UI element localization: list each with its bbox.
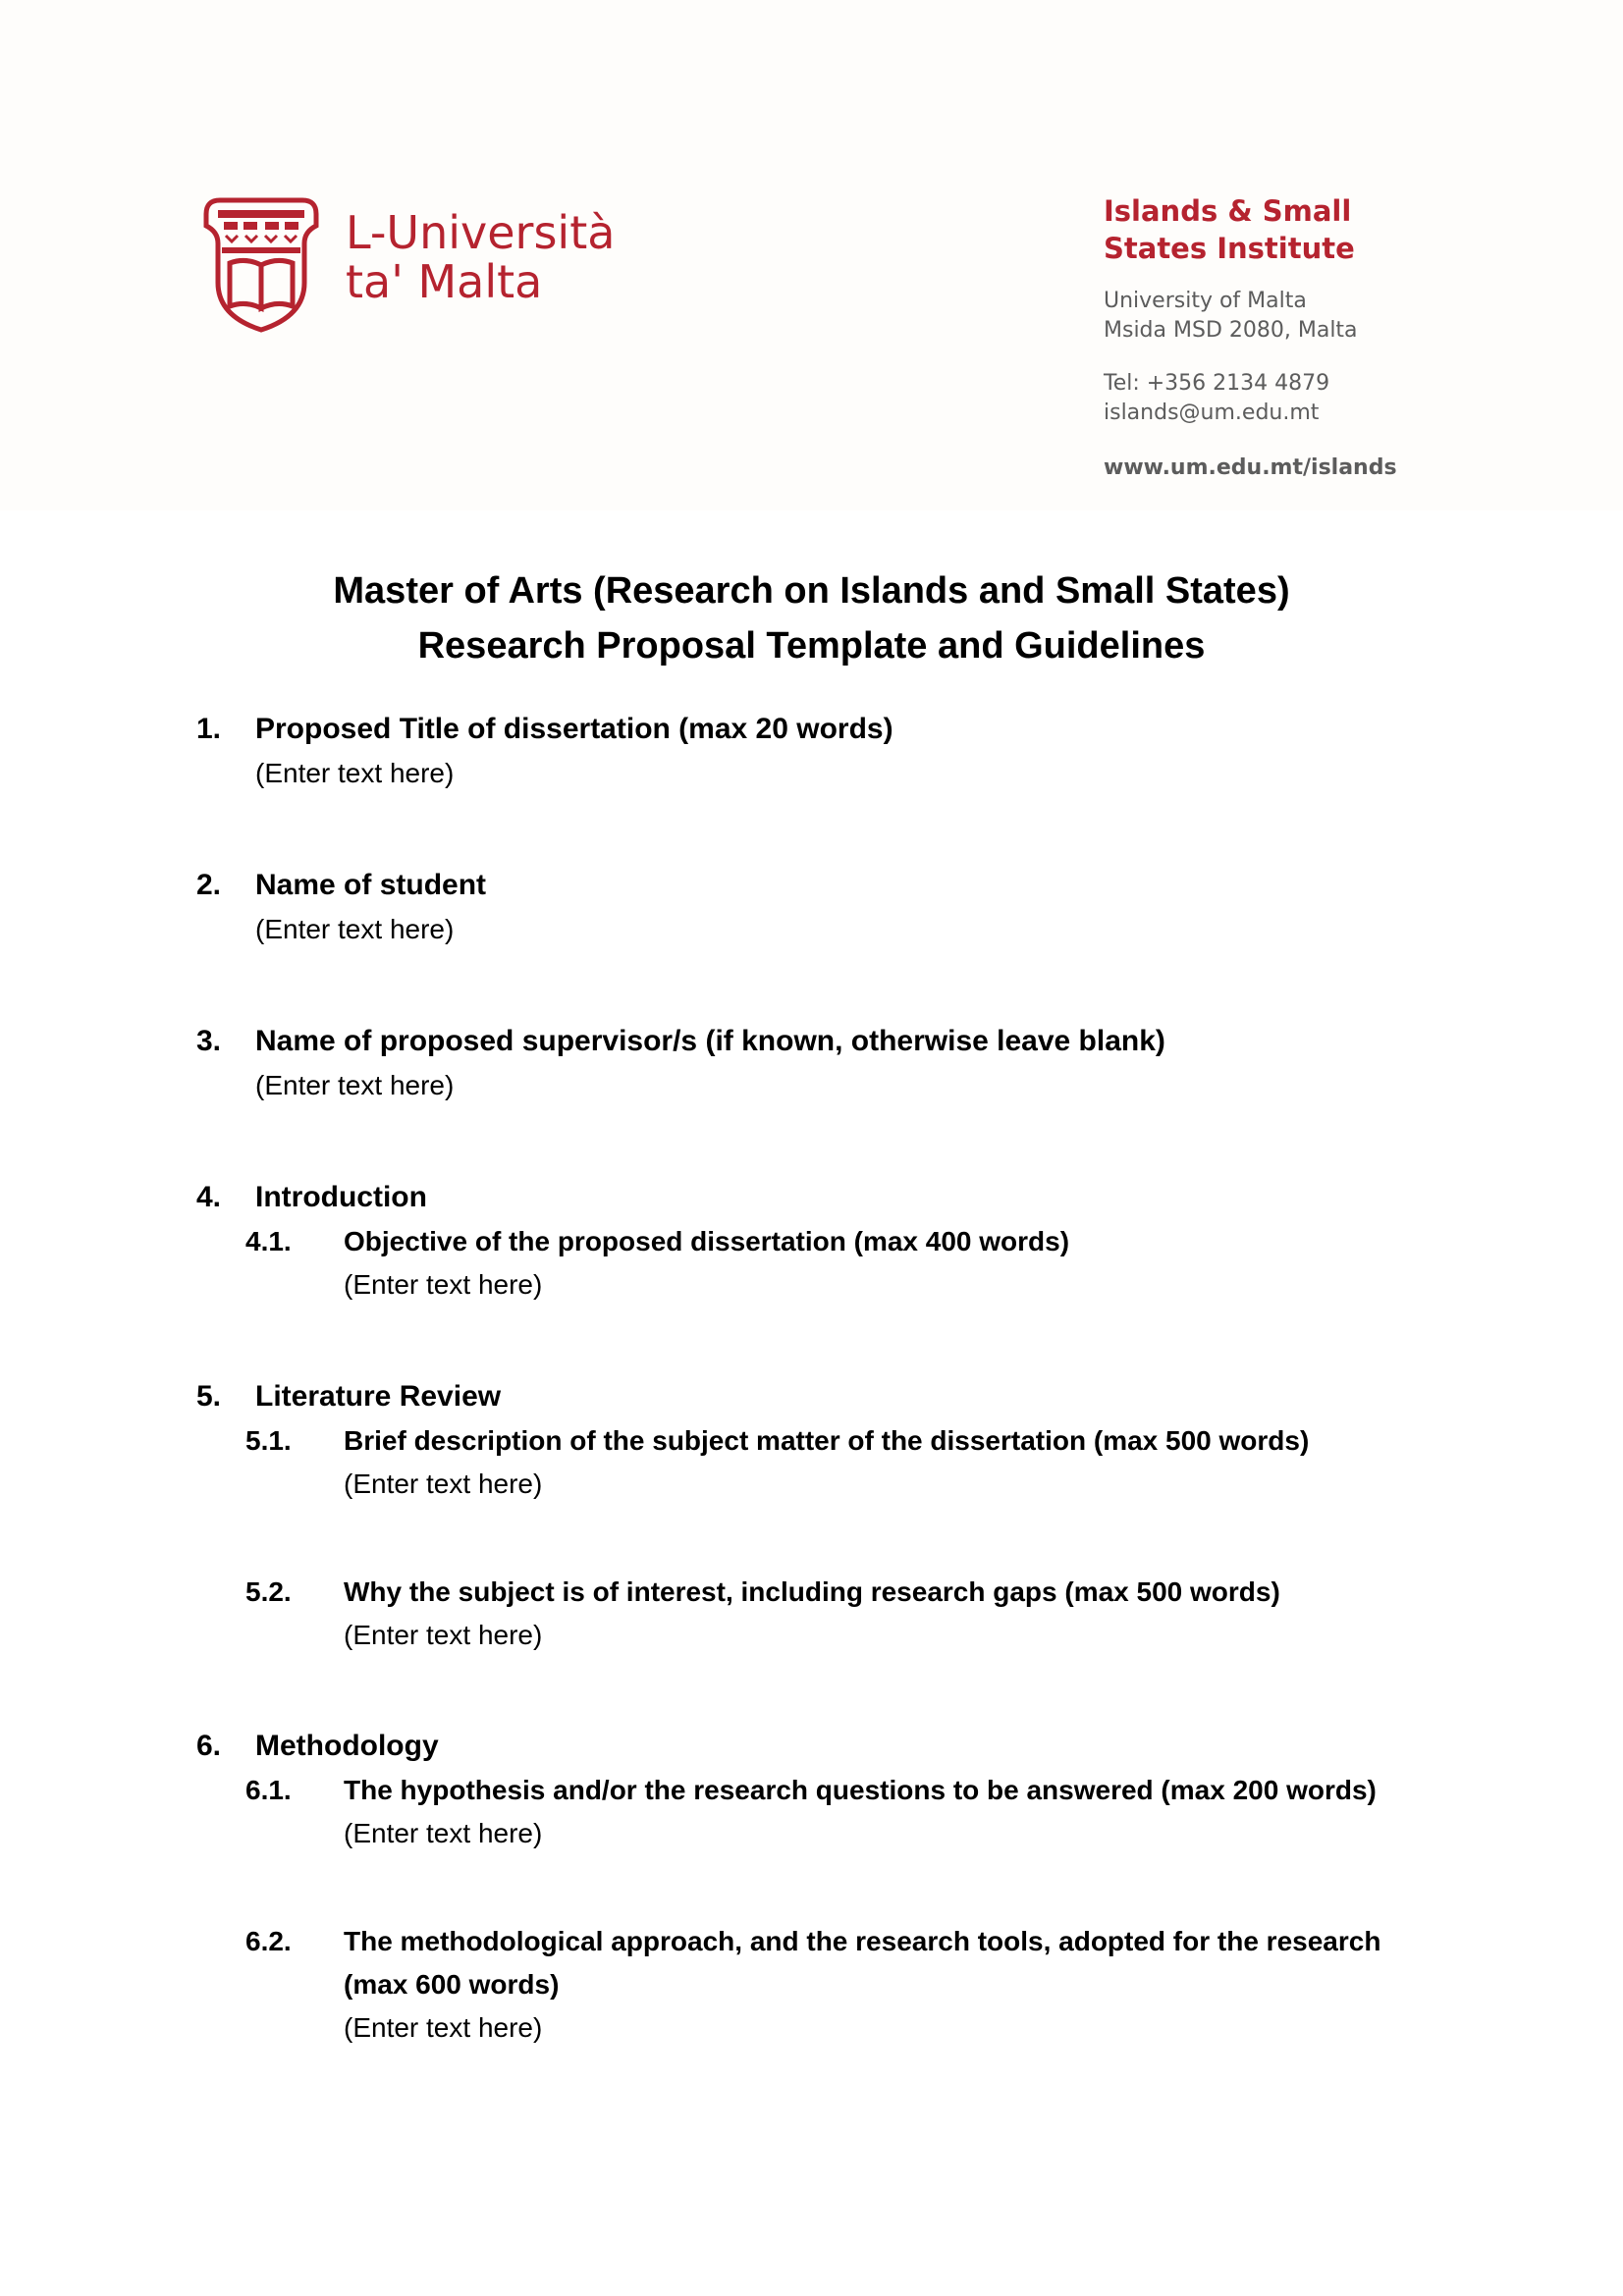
title-line-1: Master of Arts (Research on Islands and Small States)	[333, 570, 1290, 612]
section-literature-review	[196, 1374, 1473, 1657]
section-number: 3.	[196, 1025, 222, 1057]
section-heading	[196, 1724, 1473, 1769]
section-heading	[196, 707, 1473, 752]
section-student-name	[196, 863, 1473, 951]
institute-name-line-2: States Institute	[1104, 232, 1355, 265]
text-entry-placeholder[interactable]: (Enter text here)	[255, 1070, 455, 1100]
institute-name	[1104, 192, 1516, 267]
institute-contact	[1104, 369, 1516, 428]
email-link[interactable]: islands@um.edu.mt	[1104, 400, 1320, 425]
section-number: 1.	[196, 713, 222, 745]
section-heading	[196, 1374, 1473, 1419]
section-title: Literature Review	[255, 1380, 502, 1413]
document-title	[0, 563, 1623, 673]
subsection-number: 6.2.	[245, 1926, 292, 1956]
section-number: 6.	[196, 1730, 222, 1762]
subsection-number: 5.1.	[245, 1425, 292, 1456]
text-entry-placeholder[interactable]: (Enter text here)	[255, 914, 455, 944]
section-proposed-title	[196, 707, 1473, 795]
subsection-objective	[196, 1220, 1473, 1307]
text-entry-placeholder[interactable]: (Enter text here)	[344, 1818, 543, 1848]
section-introduction	[196, 1175, 1473, 1307]
subsection-title: Objective of the proposed dissertation (max 400 words)	[344, 1226, 1070, 1256]
section-number: 5.	[196, 1380, 222, 1413]
university-name-line-1: L-Università	[346, 206, 616, 259]
institute-address	[1104, 287, 1516, 346]
subsection-methodological-approach	[196, 1920, 1473, 2050]
text-entry-placeholder[interactable]: (Enter text here)	[344, 1620, 543, 1650]
section-heading	[196, 1175, 1473, 1220]
subsection-research-gaps	[196, 1571, 1473, 1657]
text-entry-placeholder[interactable]: (Enter text here)	[255, 758, 455, 788]
subsection-number: 4.1.	[245, 1226, 292, 1256]
section-heading	[196, 1019, 1473, 1064]
subsection-number: 6.1.	[245, 1775, 292, 1805]
section-title: Proposed Title of dissertation (max 20 words)	[255, 713, 893, 745]
letterhead	[0, 0, 1623, 510]
text-entry-placeholder[interactable]: (Enter text here)	[344, 1269, 543, 1300]
subsection-title: The hypothesis and/or the research questions to be answered (max 200 words)	[344, 1775, 1377, 1805]
text-entry-placeholder[interactable]: (Enter text here)	[344, 2012, 543, 2043]
subsection-heading	[196, 1419, 1473, 1463]
section-number: 2.	[196, 869, 222, 901]
institute-name-line-1: Islands & Small	[1104, 194, 1352, 228]
text-entry-placeholder[interactable]: (Enter text here)	[344, 1468, 543, 1499]
section-number: 4.	[196, 1181, 222, 1213]
subsection-title: Why the subject is of interest, including research gaps (max 500 words)	[344, 1576, 1280, 1607]
website-link[interactable]: www.um.edu.mt/islands	[1104, 455, 1397, 480]
university-wordmark	[346, 208, 615, 306]
section-methodology	[196, 1724, 1473, 2050]
telephone: Tel: +356 2134 4879	[1104, 371, 1330, 396]
section-title: Introduction	[255, 1181, 427, 1213]
section-title: Name of proposed supervisor/s (if known, otherwise leave blank)	[255, 1025, 1165, 1057]
subsection-hypothesis	[196, 1769, 1473, 1855]
subsection-title: The methodological approach, and the research tools, adopted for the research (max 600 words)	[344, 1926, 1381, 2000]
university-name-line-2: ta' Malta	[346, 255, 543, 308]
title-line-2: Research Proposal Template and Guidelines	[417, 625, 1206, 667]
subsection-heading	[196, 1220, 1473, 1263]
section-heading	[196, 863, 1473, 908]
university-crest-logo	[196, 192, 326, 336]
subsection-subject-description	[196, 1419, 1473, 1506]
section-supervisor	[196, 1019, 1473, 1107]
subsection-number: 5.2.	[245, 1576, 292, 1607]
address-line-1: University of Malta	[1104, 289, 1307, 313]
address-line-2: Msida MSD 2080, Malta	[1104, 318, 1358, 343]
section-title: Methodology	[255, 1730, 439, 1762]
subsection-heading	[196, 1571, 1473, 1614]
subsection-title: Brief description of the subject matter of the dissertation (max 500 words)	[344, 1425, 1310, 1456]
subsection-heading	[196, 1769, 1473, 1812]
institute-contact-block	[1104, 192, 1516, 483]
section-title: Name of student	[255, 869, 487, 901]
subsection-heading	[196, 1920, 1473, 2006]
